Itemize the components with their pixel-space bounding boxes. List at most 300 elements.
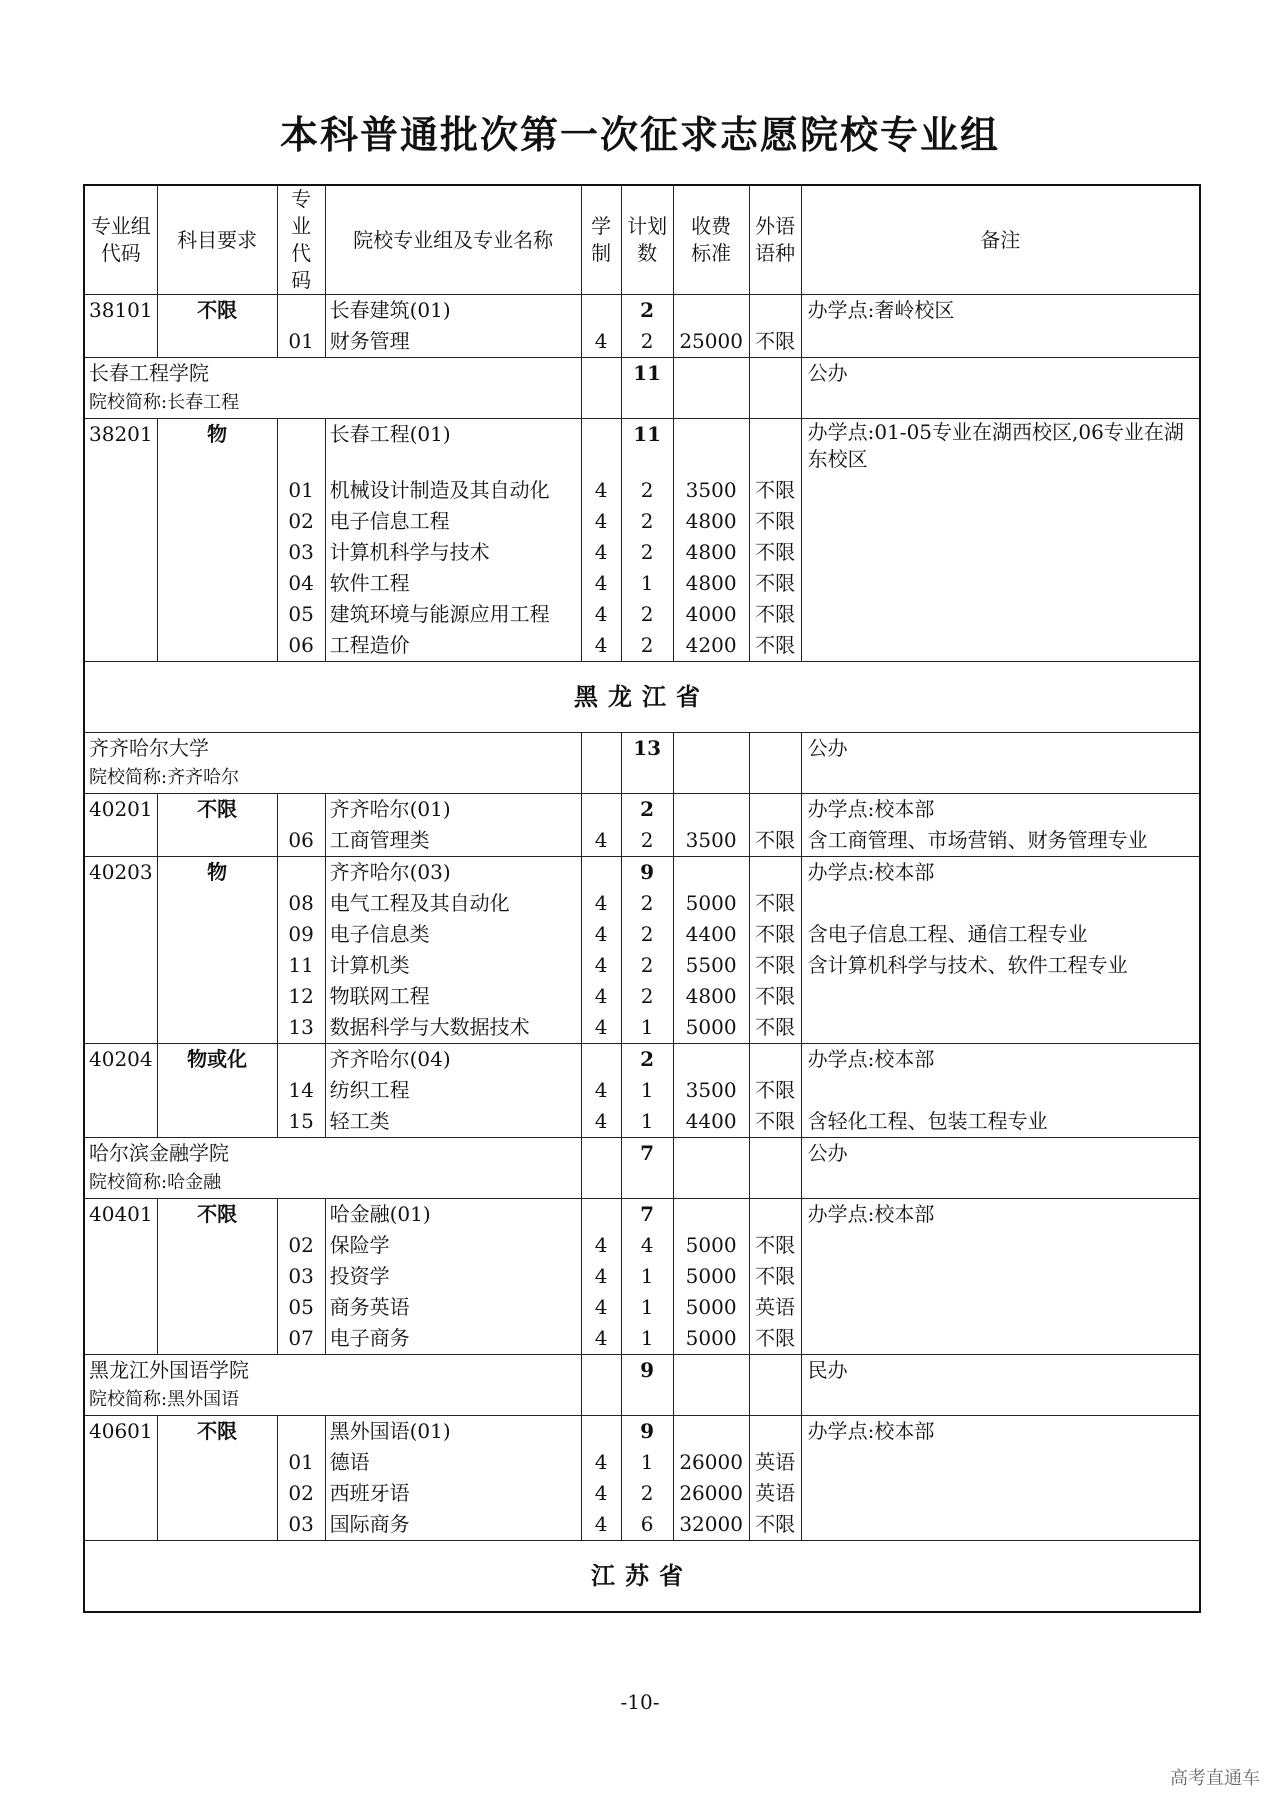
years-column	[581, 419, 621, 662]
major-name: 建筑环境与能源应用工程	[329, 602, 550, 626]
col-note: 备注	[801, 185, 1200, 295]
major-name-list	[330, 1416, 577, 1540]
fee-group-line	[678, 1044, 745, 1075]
university-row	[84, 1355, 1200, 1416]
page-title: 本科普通批次第一次征求志愿院校专业组	[279, 113, 1000, 157]
plan-group-line: 11	[633, 422, 662, 446]
plan: 2	[640, 828, 654, 852]
lang-column	[749, 295, 801, 358]
col-lang: 外语 语种	[749, 185, 801, 295]
group-code: 40203	[84, 857, 157, 1044]
major-name-group-line: 长春建筑(01)	[329, 298, 451, 322]
fee: 26000	[679, 1481, 743, 1505]
major-name: 计算机类	[329, 953, 410, 977]
years: 4	[594, 1326, 608, 1350]
fee-group-line	[678, 794, 745, 825]
major-name: 德语	[329, 1450, 370, 1474]
major-name: 电子商务	[329, 1326, 410, 1350]
fee-column	[673, 1044, 749, 1138]
plan-column	[621, 1199, 673, 1355]
major-code-list	[282, 794, 321, 856]
years-group-line	[586, 295, 617, 326]
page-number: -10-	[620, 1690, 660, 1714]
fee-list	[678, 1044, 745, 1137]
major-code: 01	[288, 329, 314, 353]
university-name: 黑龙江外国语学院	[89, 1358, 249, 1382]
major-code-list	[282, 419, 321, 661]
years-column	[581, 1199, 621, 1355]
lang: 不限	[755, 1233, 796, 1257]
note-list	[808, 794, 1195, 856]
major-note: 含计算机科学与技术、软件工程专业	[807, 953, 1128, 977]
university-type: 公办	[801, 358, 1200, 419]
col-years: 学 制	[581, 185, 621, 295]
fee: 25000	[679, 329, 743, 353]
years-list	[586, 295, 617, 357]
group-row	[84, 857, 1200, 1044]
university-row	[84, 733, 1200, 794]
lang-group-line	[754, 1044, 797, 1075]
major-code: 02	[288, 1481, 314, 1505]
blank-line	[282, 295, 321, 326]
lang: 不限	[755, 602, 796, 626]
province-row	[84, 1541, 1200, 1613]
fee: 26000	[679, 1450, 743, 1474]
years: 4	[594, 602, 608, 626]
major-code: 05	[288, 602, 314, 626]
fee: 4800	[685, 571, 737, 595]
years: 4	[594, 891, 608, 915]
major-name-column	[325, 419, 581, 662]
major-name-group-line: 齐齐哈尔(03)	[329, 860, 451, 884]
years: 4	[594, 1109, 608, 1133]
plan: 2	[640, 633, 654, 657]
years: 4	[594, 1015, 608, 1039]
lang-column	[749, 1044, 801, 1138]
blank-line	[282, 419, 321, 475]
years: 4	[594, 1078, 608, 1102]
years-group-line	[586, 1416, 617, 1447]
major-note	[808, 888, 1195, 919]
plan-list	[626, 419, 669, 661]
lang-list	[754, 1044, 797, 1137]
university-abbr: 院校简称:长春工程	[89, 392, 240, 413]
plan: 2	[640, 602, 654, 626]
blank-line	[282, 857, 321, 888]
lang: 不限	[755, 828, 796, 852]
major-name-group-line: 齐齐哈尔(04)	[329, 1047, 451, 1071]
fee-list	[678, 1199, 745, 1354]
major-name: 工程造价	[329, 633, 410, 657]
lang-list	[754, 857, 797, 1043]
group-row	[84, 1416, 1200, 1541]
lang-column	[749, 857, 801, 1044]
group-note: 办学点:校本部	[807, 860, 935, 884]
fee: 4800	[685, 509, 737, 533]
years-list	[586, 419, 617, 661]
major-code: 06	[288, 828, 314, 852]
major-note	[808, 1075, 1195, 1106]
col-fee: 收费 标准	[673, 185, 749, 295]
major-code-list	[282, 857, 321, 1043]
university-name: 哈尔滨金融学院	[89, 1141, 229, 1165]
major-name-list	[330, 295, 577, 357]
lang: 不限	[755, 540, 796, 564]
university-type: 公办	[801, 1138, 1200, 1199]
fee-list	[678, 419, 745, 661]
years-column	[581, 1044, 621, 1138]
fee-column	[673, 419, 749, 662]
lang-group-line	[754, 794, 797, 825]
note-column	[801, 857, 1200, 1044]
note-column	[801, 295, 1200, 358]
group-code: 38101	[84, 295, 157, 358]
major-code: 01	[288, 478, 314, 502]
major-code: 15	[288, 1109, 314, 1133]
major-code: 04	[288, 571, 314, 595]
lang-column	[749, 419, 801, 662]
note-list	[808, 295, 1195, 326]
major-code-list	[282, 1199, 321, 1354]
plan-column	[621, 857, 673, 1044]
group-note: 办学点:奢岭校区	[807, 298, 955, 322]
years: 4	[594, 329, 608, 353]
fee: 5000	[685, 891, 737, 915]
years: 4	[594, 984, 608, 1008]
fee-group-line	[678, 1416, 745, 1447]
province-name: 江苏省	[84, 1541, 1200, 1613]
group-code: 40201	[84, 794, 157, 857]
major-code: 14	[288, 1078, 314, 1102]
major-name-list	[330, 419, 577, 661]
empty-cell	[749, 1138, 801, 1199]
plan-list	[626, 295, 669, 357]
fee-group-line	[678, 419, 745, 475]
major-name: 电气工程及其自动化	[329, 891, 510, 915]
major-name: 电子信息类	[329, 922, 430, 946]
years: 4	[594, 509, 608, 533]
major-name: 计算机科学与技术	[329, 540, 490, 564]
years-column	[581, 295, 621, 358]
years: 4	[594, 478, 608, 502]
lang: 英语	[755, 1450, 796, 1474]
university-name: 齐齐哈尔大学	[89, 736, 209, 760]
plan: 4	[640, 1233, 654, 1257]
years-list	[586, 1416, 617, 1540]
university-row	[84, 1138, 1200, 1199]
lang: 不限	[755, 1512, 796, 1536]
years-group-line	[586, 794, 617, 825]
years-list	[586, 794, 617, 856]
university-plan: 7	[621, 1138, 673, 1199]
empty-cell	[581, 358, 621, 419]
lang: 不限	[755, 984, 796, 1008]
fee-column	[673, 857, 749, 1044]
major-name: 数据科学与大数据技术	[329, 1015, 530, 1039]
major-name: 电子信息工程	[329, 509, 450, 533]
plan: 2	[640, 891, 654, 915]
fee: 4200	[685, 633, 737, 657]
fee-list	[678, 857, 745, 1043]
lang: 不限	[755, 329, 796, 353]
lang-list	[754, 794, 797, 856]
plan: 2	[640, 478, 654, 502]
blank-line	[282, 1199, 321, 1230]
years: 4	[594, 828, 608, 852]
major-code: 09	[288, 922, 314, 946]
major-name: 纺织工程	[329, 1078, 410, 1102]
plan-list	[626, 1199, 669, 1354]
years: 4	[594, 633, 608, 657]
university-cell	[84, 358, 581, 419]
major-name-group-line: 齐齐哈尔(01)	[329, 797, 451, 821]
plan: 2	[640, 540, 654, 564]
plan-list	[626, 857, 669, 1043]
plan-group-line: 2	[640, 1047, 655, 1071]
empty-cell	[749, 733, 801, 794]
major-code: 11	[288, 953, 314, 977]
plan: 1	[640, 1450, 654, 1474]
university-cell	[84, 733, 581, 794]
major-code-column	[277, 295, 325, 358]
empty-cell	[749, 1355, 801, 1416]
subject-requirement: 不限	[157, 794, 277, 857]
blank-line	[282, 1416, 321, 1447]
major-name-group-line: 长春工程(01)	[329, 422, 451, 446]
lang: 不限	[755, 1326, 796, 1350]
note-list	[808, 857, 1195, 1043]
fee: 5000	[685, 1015, 737, 1039]
major-code-column	[277, 1199, 325, 1355]
lang-list	[754, 295, 797, 357]
major-name: 物联网工程	[329, 984, 430, 1008]
group-code: 40401	[84, 1199, 157, 1355]
plan: 2	[640, 922, 654, 946]
years-group-line	[586, 1044, 617, 1075]
plan: 1	[640, 1015, 654, 1039]
empty-cell	[581, 1355, 621, 1416]
major-code-column	[277, 419, 325, 662]
lang-list	[754, 1416, 797, 1540]
fee-group-line	[678, 295, 745, 326]
lang: 英语	[755, 1481, 796, 1505]
province-row	[84, 662, 1200, 733]
fee-list	[678, 794, 745, 856]
years: 4	[594, 922, 608, 946]
major-name: 国际商务	[329, 1512, 410, 1536]
subject-requirement: 不限	[157, 1416, 277, 1541]
years: 4	[594, 1481, 608, 1505]
university-abbr: 院校简称:哈金融	[89, 1172, 222, 1193]
fee: 5000	[685, 1295, 737, 1319]
col-plan: 计划 数	[621, 185, 673, 295]
fee-column	[673, 1199, 749, 1355]
lang: 不限	[755, 953, 796, 977]
years-list	[586, 1199, 617, 1354]
major-name-list	[330, 794, 577, 856]
years-group-line	[586, 419, 617, 475]
note-column	[801, 419, 1200, 662]
subject-requirement: 物	[157, 419, 277, 662]
major-name: 软件工程	[329, 571, 410, 595]
lang: 不限	[755, 1015, 796, 1039]
lang: 不限	[755, 509, 796, 533]
fee: 4400	[685, 922, 737, 946]
lang-list	[754, 1199, 797, 1354]
fee-group-line	[678, 1199, 745, 1230]
note-list	[808, 1199, 1195, 1230]
note-list	[808, 1044, 1195, 1137]
fee: 4400	[685, 1109, 737, 1133]
header-row	[84, 185, 1200, 295]
major-name: 投资学	[329, 1264, 390, 1288]
major-code-column	[277, 1416, 325, 1541]
major-code-column	[277, 857, 325, 1044]
university-abbr: 院校简称:齐齐哈尔	[89, 767, 240, 788]
university-plan: 9	[621, 1355, 673, 1416]
plan: 2	[640, 1481, 654, 1505]
group-row	[84, 1044, 1200, 1138]
major-code: 13	[288, 1015, 314, 1039]
plan: 1	[640, 1109, 654, 1133]
empty-cell	[581, 733, 621, 794]
major-code-column	[277, 794, 325, 857]
university-cell	[84, 1355, 581, 1416]
plan: 1	[640, 571, 654, 595]
lang-list	[754, 419, 797, 661]
lang: 不限	[755, 1264, 796, 1288]
lang: 不限	[755, 571, 796, 595]
subject-requirement: 不限	[157, 295, 277, 358]
major-code: 06	[288, 633, 314, 657]
group-note: 办学点:01-05专业在湖西校区,06专业在湖东校区	[807, 420, 1184, 471]
lang: 英语	[755, 1295, 796, 1319]
province-name: 黑龙江省	[84, 662, 1200, 733]
note-list	[808, 419, 1195, 475]
years: 4	[594, 571, 608, 595]
fee: 3500	[685, 478, 737, 502]
university-name: 长春工程学院	[89, 361, 209, 385]
plan-list	[626, 1416, 669, 1540]
years: 4	[594, 953, 608, 977]
plan-column	[621, 794, 673, 857]
major-code: 12	[288, 984, 314, 1008]
fee-column	[673, 295, 749, 358]
major-name: 财务管理	[329, 329, 410, 353]
plan: 2	[640, 953, 654, 977]
years-group-line	[586, 1199, 617, 1230]
fee: 4800	[685, 984, 737, 1008]
years-column	[581, 794, 621, 857]
group-row	[84, 419, 1200, 662]
major-name: 轻工类	[329, 1109, 390, 1133]
note-column	[801, 1044, 1200, 1138]
fee: 32000	[679, 1512, 743, 1536]
plan-group-line: 9	[640, 860, 655, 884]
col-major-code: 专业 代码	[277, 185, 325, 295]
lang-group-line	[754, 295, 797, 326]
admission-table	[83, 184, 1201, 1613]
major-code: 03	[288, 540, 314, 564]
major-note: 含轻化工程、包装工程专业	[807, 1109, 1048, 1133]
subject-requirement: 物	[157, 857, 277, 1044]
group-note: 办学点:校本部	[807, 1202, 935, 1226]
fee-group-line	[678, 857, 745, 888]
note-list	[808, 1416, 1195, 1447]
plan: 2	[640, 329, 654, 353]
group-code: 40204	[84, 1044, 157, 1138]
major-name-group-line: 哈金融(01)	[329, 1202, 431, 1226]
lang-column	[749, 1199, 801, 1355]
major-note	[808, 981, 1195, 1012]
plan-list	[626, 1044, 669, 1137]
empty-cell	[673, 1355, 749, 1416]
blank-line	[282, 1044, 321, 1075]
plan-column	[621, 1044, 673, 1138]
fee: 5000	[685, 1264, 737, 1288]
group-row	[84, 794, 1200, 857]
major-code: 03	[288, 1264, 314, 1288]
major-note: 含工商管理、市场营销、财务管理专业	[807, 828, 1148, 852]
fee: 5500	[685, 953, 737, 977]
university-type: 公办	[801, 733, 1200, 794]
major-note: 含电子信息工程、通信工程专业	[807, 922, 1088, 946]
plan-column	[621, 1416, 673, 1541]
major-name: 机械设计制造及其自动化	[329, 478, 550, 502]
major-name-column	[325, 295, 581, 358]
major-name: 保险学	[329, 1233, 390, 1257]
major-code-list	[282, 295, 321, 357]
fee-column	[673, 1416, 749, 1541]
col-subject: 科目要求	[157, 185, 277, 295]
years: 4	[594, 1450, 608, 1474]
major-name-column	[325, 1416, 581, 1541]
col-name: 院校专业组及专业名称	[325, 185, 581, 295]
fee-column	[673, 794, 749, 857]
lang-column	[749, 1416, 801, 1541]
major-name-list	[330, 857, 577, 1043]
note-column	[801, 794, 1200, 857]
lang: 不限	[755, 922, 796, 946]
university-plan: 13	[621, 733, 673, 794]
major-code: 02	[288, 1233, 314, 1257]
group-row	[84, 295, 1200, 358]
plan: 2	[640, 984, 654, 1008]
lang-group-line	[754, 1416, 797, 1447]
fee: 5000	[685, 1326, 737, 1350]
major-code: 08	[288, 891, 314, 915]
plan-group-line: 2	[640, 797, 655, 821]
major-name-column	[325, 1199, 581, 1355]
plan-list	[626, 794, 669, 856]
lang: 不限	[755, 633, 796, 657]
years-list	[586, 857, 617, 1043]
university-row	[84, 358, 1200, 419]
lang: 不限	[755, 478, 796, 502]
major-note	[808, 1012, 1195, 1043]
major-code: 03	[288, 1512, 314, 1536]
fee: 4800	[685, 540, 737, 564]
plan-column	[621, 419, 673, 662]
empty-cell	[673, 358, 749, 419]
group-note: 办学点:校本部	[807, 1419, 935, 1443]
plan: 2	[640, 509, 654, 533]
lang-group-line	[754, 857, 797, 888]
subject-requirement: 不限	[157, 1199, 277, 1355]
major-code-column	[277, 1044, 325, 1138]
subject-requirement: 物或化	[157, 1044, 277, 1138]
note-column	[801, 1199, 1200, 1355]
